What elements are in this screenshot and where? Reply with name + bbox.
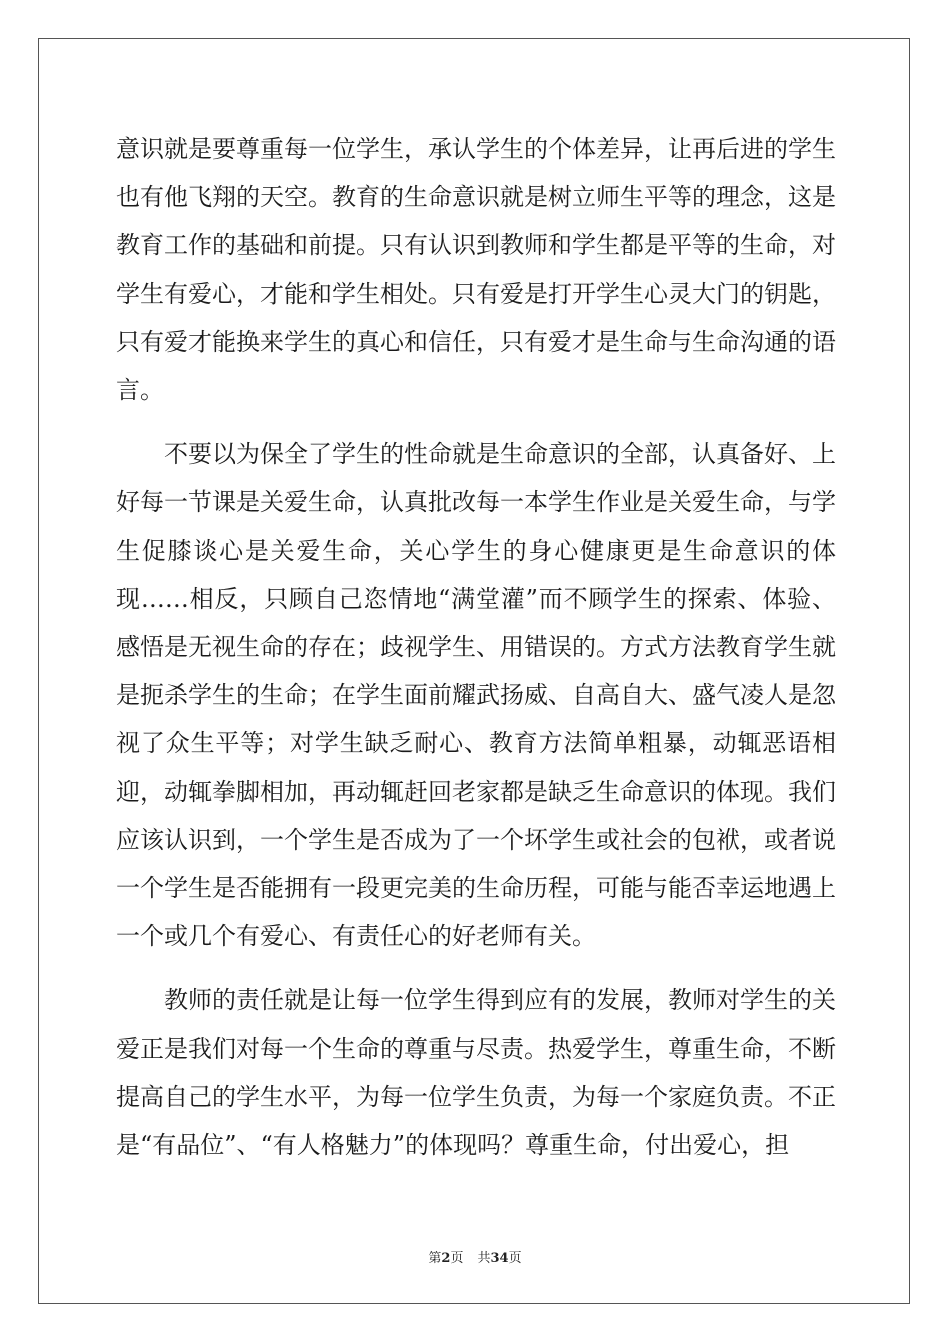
page-number: 2 (441, 1251, 451, 1266)
total-pages: 34 (490, 1251, 509, 1266)
total-suffix: 页 (508, 1251, 522, 1266)
paragraph: 不要以为保全了学生的性命就是生命意识的全部，认真备好、上好每一节课是关爱生命，认真批改每一本学生作业是关爱生命，与学生促膝谈心是关爱生命，关心学生的身心健康更是生命意识的体现……相反，只顾自己恣情地“满堂灌”而不顾学生的探索、体验、感悟是无视生命的存在；歧视学生、用错误的。方式方法教育学生就是扼杀学生的生命；在学生面前耀武扬威、自高自大、盛气凌人是忽视了众生平等；对学生缺乏耐心、教育方法简单粗暴，动辄恶语相迎，动辄拳脚相加，再动辄赶回老家都是缺乏生命意识的体现。我们应该认识到，一个学生是否成为了一个坏学生或社会的包袱，或者说一个学生是否能拥有一段更完美的生命历程，可能与能否幸运地遇上一个或几个有爱心、有责任心的好老师有关。 (116, 440, 836, 951)
page-prefix: 第 (428, 1251, 442, 1266)
document-body (116, 125, 836, 1169)
paragraph-continuation: 意识就是要尊重每一位学生，承认学生的个体差异，让再后进的学生也有他飞翔的天空。教育的生命意识就是树立师生平等的理念，这是教育工作的基础和前提。只有认识到教师和学生都是平等的生命，对学生有爱心，才能和学生相处。只有爱是打开学生心灵大门的钥匙，只有爱才能换来学生的真心和信任，只有爱才是生命与生命沟通的语言。 (116, 135, 836, 405)
page-suffix: 页 (450, 1251, 464, 1266)
total-prefix: 共 (477, 1251, 491, 1266)
page-footer (0, 1247, 950, 1266)
paragraph: 教师的责任就是让每一位学生得到应有的发展，教师对学生的关爱正是我们对每一个生命的尊重与尽责。热爱学生，尊重生命，不断提高自己的学生水平，为每一位学生负责，为每一个家庭负责。不正是“有品位”、“有人格魅力”的体现吗？尊重生命，付出爱心，担 (116, 986, 836, 1160)
